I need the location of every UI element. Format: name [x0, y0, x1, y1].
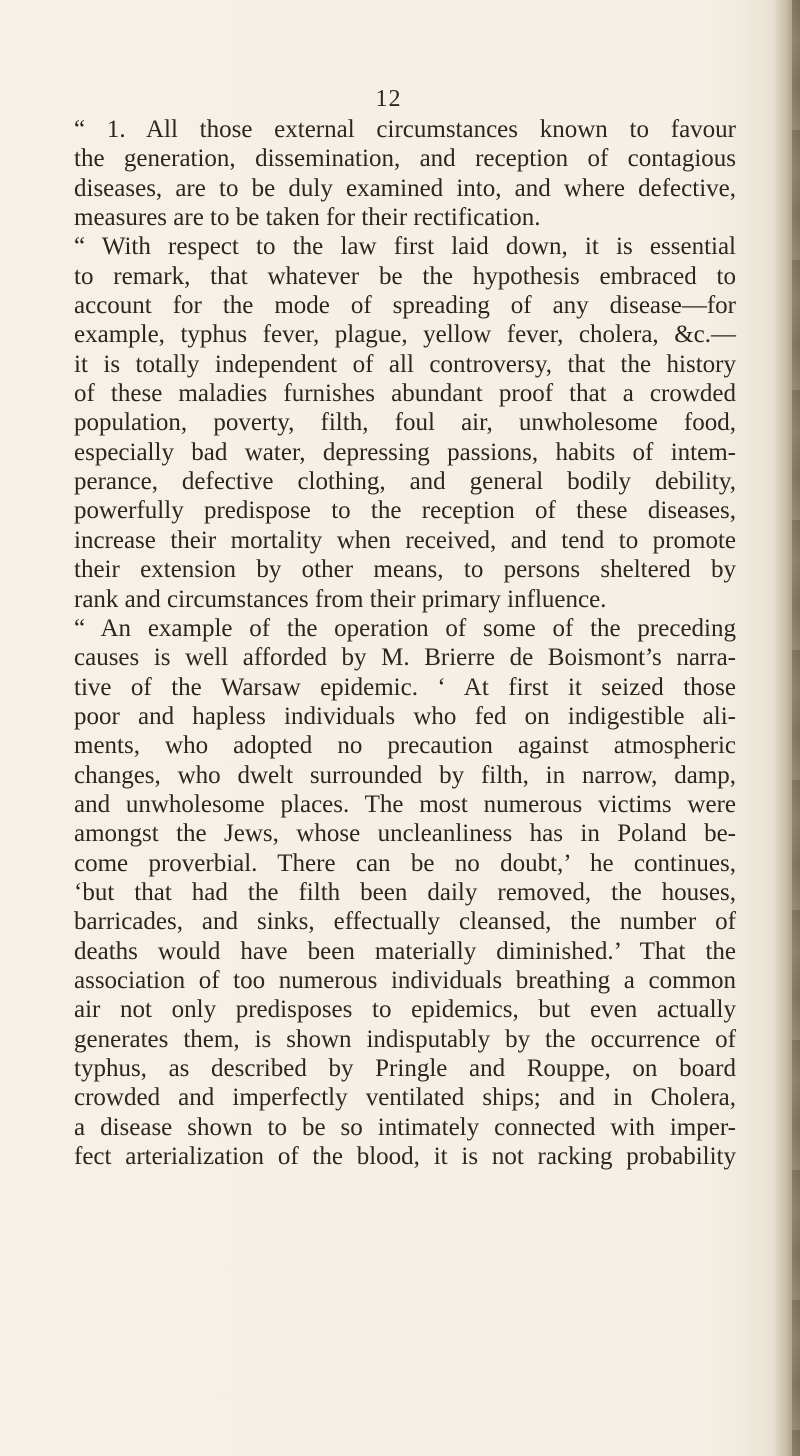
- text-line: population, poverty, filth, foul air, unwholesome food,: [74, 409, 736, 437]
- text-line: barricades, and sinks, effectually cleansed, the number of: [74, 908, 736, 936]
- text-line: come proverbial. There can be no doubt,’ he continues,: [74, 849, 736, 877]
- text-line: causes is well afforded by M. Brierre de Boismont’s narra-: [74, 644, 736, 672]
- text-line: to remark, that whatever be the hypothesis embraced to: [74, 262, 736, 290]
- text-line: crowded and imperfectly ventilated ships; and in Cholera,: [74, 1084, 736, 1112]
- text-line: their extension by other means, to persons sheltered by: [74, 556, 736, 584]
- text-line: air not only predisposes to epidemics, but even actually: [74, 996, 736, 1024]
- text-line: rank and circumstances from their primary influence.: [74, 585, 607, 613]
- text-line: powerfully predispose to the reception of these diseases,: [74, 497, 736, 525]
- body-text: [74, 115, 736, 1171]
- text-line: increase their mortality when received, and tend to promote: [74, 526, 736, 554]
- text-line: a disease shown to be so intimately connected with imper-: [74, 1113, 736, 1141]
- text-line: ments, who adopted no precaution against atmospheric: [74, 732, 736, 760]
- text-line: poor and hapless individuals who fed on indigestible ali-: [74, 702, 736, 730]
- text-line: “ An example of the operation of some of the preceding: [74, 614, 736, 642]
- text-line: tive of the Warsaw epidemic. ‘ At first it seized those: [74, 673, 736, 701]
- text-line: of these maladies furnishes abundant proof that a crowded: [74, 380, 736, 408]
- text-line: association of too numerous individuals breathing a common: [74, 966, 736, 994]
- page-number: 12: [375, 86, 402, 112]
- text-line: it is totally independent of all controversy, that the history: [74, 350, 736, 378]
- text-line: and unwholesome places. The most numerous victims were: [74, 790, 736, 818]
- text-line: measures are to be taken for their rectification.: [74, 204, 541, 232]
- text-line: especially bad water, depressing passions, habits of intem-: [74, 438, 736, 466]
- text-line: diseases, are to be duly examined into, and where defective,: [74, 174, 736, 202]
- text-line: deaths would have been materially diminished.’ That the: [74, 937, 736, 965]
- text-line: “ 1. All those external circumstances known to favour: [74, 116, 736, 143]
- text-line: fect arterialization of the blood, it is not racking probability: [74, 1143, 736, 1171]
- text-line: amongst the Jews, whose uncleanliness has in Poland be-: [74, 820, 736, 848]
- text-line: example, typhus fever, plague, yellow fever, cholera, &c.—: [74, 321, 736, 349]
- page-edge-binding: [792, 0, 800, 1456]
- text-line: changes, who dwelt surrounded by filth, in narrow, damp,: [74, 761, 736, 789]
- text-line: the generation, dissemination, and reception of contagious: [74, 145, 736, 173]
- text-line: typhus, as described by Pringle and Rouppe, on board: [74, 1055, 736, 1082]
- text-line: ‘but that had the filth been daily removed, the houses,: [74, 878, 736, 906]
- text-line: generates them, is shown indisputably by the occurrence of: [74, 1025, 736, 1053]
- text-line: account for the mode of spreading of any disease—for: [74, 292, 736, 320]
- text-line: perance, defective clothing, and general bodily debility,: [74, 468, 736, 496]
- text-line: “ With respect to the law first laid down, it is essential: [74, 233, 736, 261]
